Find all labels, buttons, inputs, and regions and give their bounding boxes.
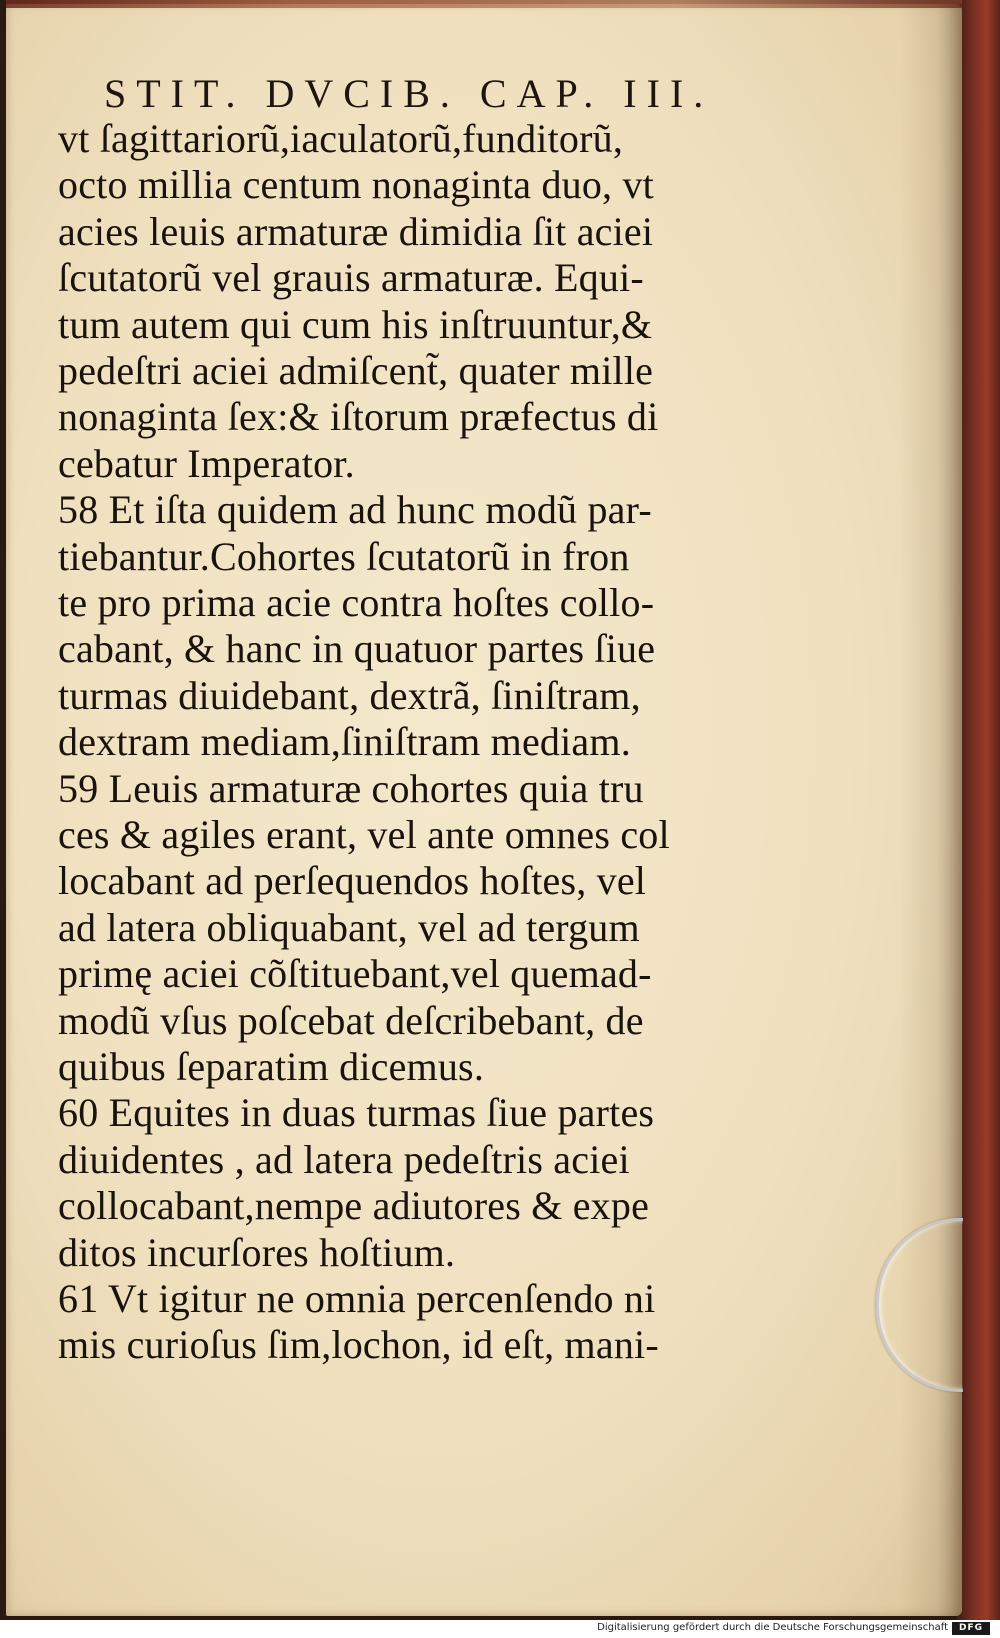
text-line: cebatur Imperator.	[58, 440, 355, 486]
text-line: dextram mediam,ſiniſtram mediam.	[58, 719, 631, 765]
text-line: pedeſtri aciei admiſcent̃, quater mille	[58, 348, 654, 393]
running-head: STIT. DVCIB. CAP. III.	[104, 71, 714, 116]
text-line: ſcutatorũ vel grauis armaturæ. Equi-	[58, 255, 644, 301]
text-line: te pro prima acie contra hoſtes collo-	[58, 580, 655, 625]
text-line: nonaginta ſex:& iſtorum præfectus di	[58, 394, 659, 440]
text-line: 61 Vt igitur ne omnia percenſendo ni	[58, 1276, 656, 1321]
text-line: ditos incurſores hoſtium.	[58, 1229, 456, 1275]
text-line: tum autem qui cum his inſtruuntur,&	[58, 301, 653, 347]
text-line: 59 Leuis armaturæ cohortes quia tru	[58, 765, 644, 811]
text-line: quibus ſeparatim dicemus.	[58, 1044, 485, 1089]
text-line: ad latera obliquabant, vel ad tergum	[58, 904, 640, 950]
text-line: ces & agiles erant, vel ante omnes col	[58, 812, 670, 857]
text-line: 60 Equites in duas turmas ſiue partes	[58, 1090, 655, 1136]
dfg-logo: DFG	[952, 1622, 990, 1635]
text-line: vt ſagittariorũ,iaculatorũ,funditorũ,	[58, 116, 624, 161]
text-line: 58 Et iſta quidem ad hunc modũ par-	[58, 487, 652, 533]
text-line: modũ vſus poſcebat deſcribebant, de	[58, 997, 644, 1043]
text-line: octo millia centum nonaginta duo, vt	[58, 162, 654, 208]
text-line: collocabant,nempe adiutores & expe	[58, 1183, 650, 1229]
page-top-edge	[6, 0, 962, 8]
text-line: turmas diuidebant, dextrã, ſiniſtram,	[58, 672, 641, 718]
text-line: mis curioſus ſim,lochon, id eſt, mani-	[58, 1322, 659, 1368]
text-line: cabant, & hanc in quatuor partes ſiue	[58, 626, 656, 672]
text-line: primę aciei cõſtituebant,vel quemad-	[58, 951, 652, 997]
text-line: locabant ad perſequendos hoſtes, vel	[58, 858, 647, 904]
text-line: acies leuis armaturæ dimidia ſit aciei	[58, 208, 654, 254]
text-line: tiebantur.Cohortes ſcutatorũ in fron	[58, 533, 630, 579]
credit-bar	[0, 1620, 1000, 1638]
credit-text: Digitalisierung gefördert durch die Deutsche Forschungsgemeinschaft	[597, 1622, 948, 1633]
text-line: diuidentes , ad latera pedeſtris aciei	[58, 1136, 630, 1182]
